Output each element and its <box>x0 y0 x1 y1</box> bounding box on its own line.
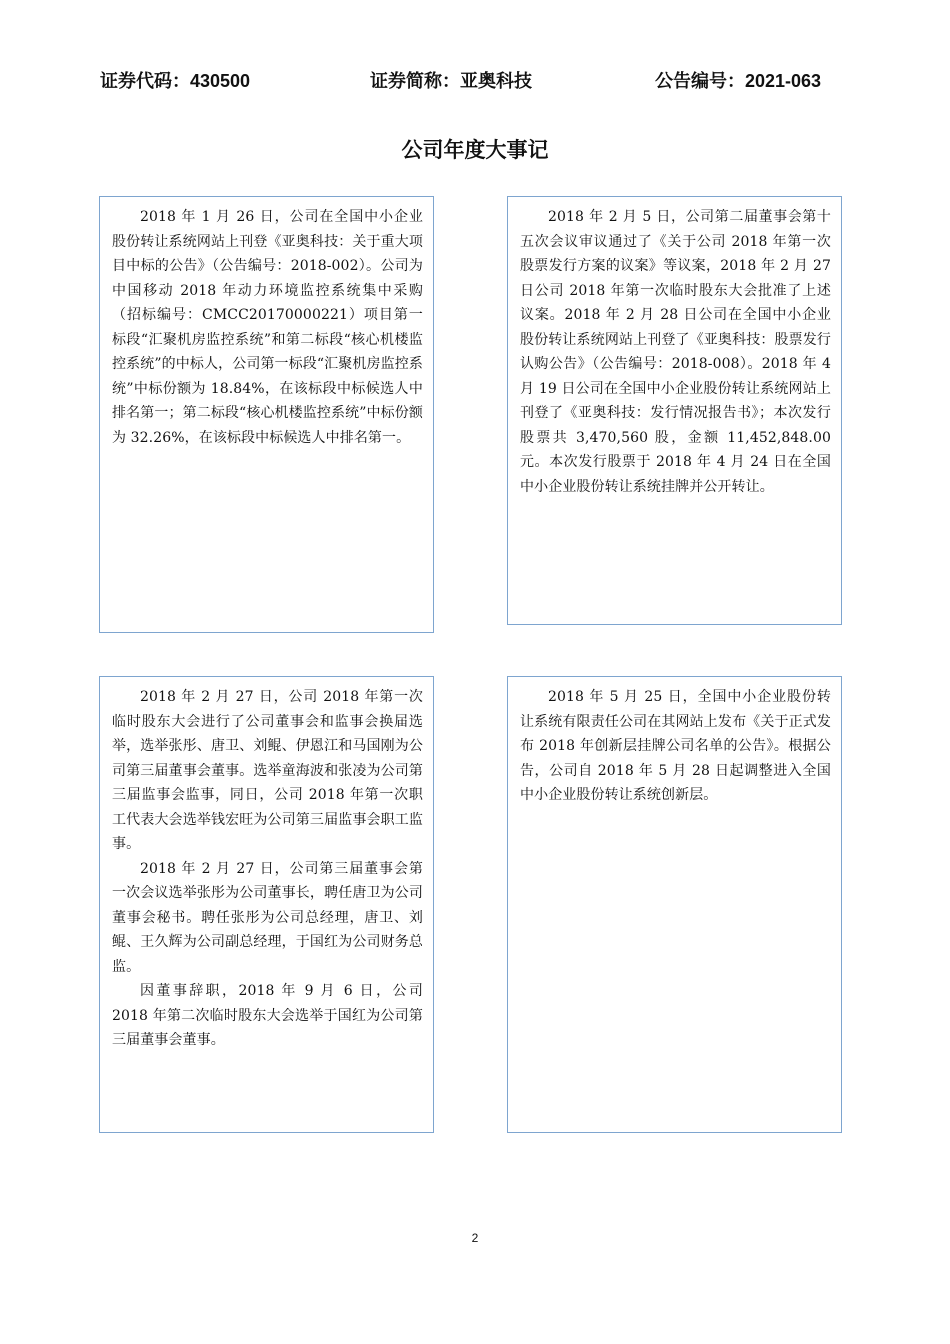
page-number: 2 <box>471 1231 479 1245</box>
event-paragraph: 2018 年 5 月 25 日，全国中小企业股份转让系统有限责任公司在其网站上发布《关于正式发布 2018 年创新层挂牌公司名单的公告》。根据公告，公司自 2018 年 5 月 28 日起调整进入全国中小企业股份转让系统创新层。 <box>520 689 831 803</box>
event-paragraph: 因董事辞职，2018 年 9 月 6 日，公司 2018 年第二次临时股东大会选举于国红为公司第三届董事会董事。 <box>112 983 423 1048</box>
security-code: 证券代码：430500 <box>100 71 251 91</box>
event-paragraph: 2018 年 2 月 5 日，公司第二届董事会第十五次会议审议通过了《关于公司 2018 年第一次股票发行方案的议案》等议案，2018 年 2 月 27 日公司 2018 年第一次临时股东大会批准了上述议案。2018 年 2 月 28 日公司在全国中小企业股份转让系统网站上刊登了《亚奥科技：股票发行认购公告》（公告编号：2018-008）。2018 年 4 月 19 日公司在全国中小企业股份转让系统网站上刊登了《亚奥科技：发行情况报告书》；本次发行股票共 3,470,560 股，金额 11,452,848.00 元。本次发行股票于 2018 年 4 月 24 日在全国中小企业股份转让系统挂牌并公开转让。 <box>520 209 831 495</box>
event-box-innovation-tier <box>507 676 842 1133</box>
announcement-number: 公告编号：2021-063 <box>655 71 822 91</box>
event-paragraph: 2018 年 2 月 27 日，公司 2018 年第一次临时股东大会进行了公司董事会和监事会换届选举，选举张彤、唐卫、刘鲲、伊恩江和马国刚为公司第三届董事会董事。选举童海波和张凌为公司第三届监事会监事，同日，公司 2018 年第一次职工代表大会选举钱宏旺为公司第三届监事会职工监事。 <box>112 689 423 852</box>
security-abbreviation: 证券简称：亚奥科技 <box>370 71 532 91</box>
event-box-board-election <box>99 676 434 1133</box>
page-title: 公司年度大事记 <box>401 139 549 162</box>
event-paragraph: 2018 年 2 月 27 日，公司第三届董事会第一次会议选举张彤为公司董事长，聘任唐卫为公司董事会秘书。聘任张彤为公司总经理，唐卫、刘鲲、王久辉为公司副总经理，于国红为公司财务总监。 <box>112 860 423 975</box>
event-box-stock-issuance <box>507 196 842 625</box>
event-paragraph: 2018 年 1 月 26 日，公司在全国中小企业股份转让系统网站上刊登《亚奥科技：关于重大项目中标的公告》（公告编号：2018-002）。公司为中国移动 2018 年动力环境监控系统集中采购（招标编号：CMCC20170000221）项目第一标段“汇聚机房监控系统”和第二标段“核心机楼监控系统”的中标人，公司第一标段“汇聚机房监控系统”中标份额为 18.84%，在该标段中标候选人中排名第一；第二标段“核心机楼监控系统”中标份额为 32.26%，在该标段中标候选人中排名第一。 <box>112 209 423 446</box>
event-box-bid-win <box>99 196 434 633</box>
